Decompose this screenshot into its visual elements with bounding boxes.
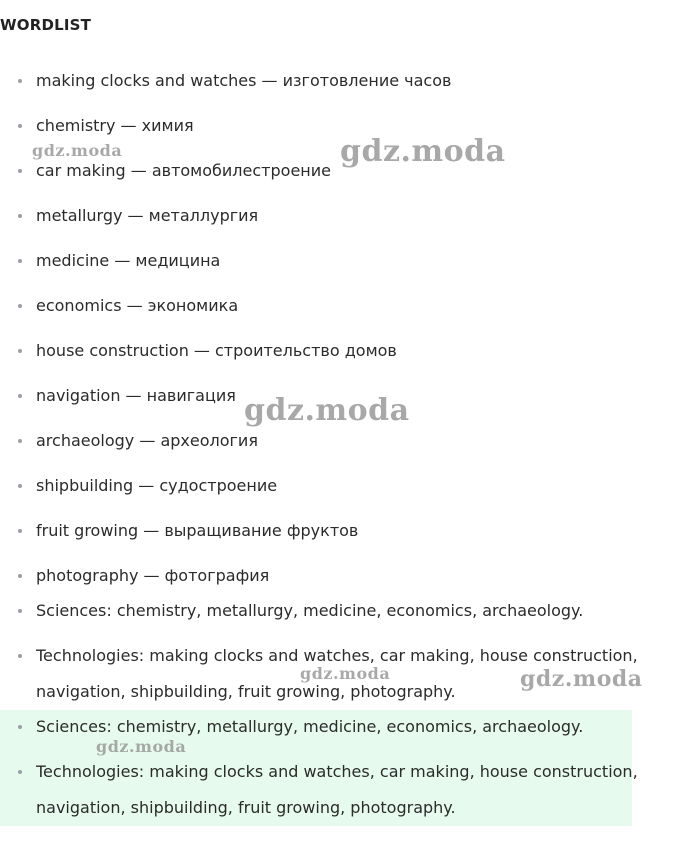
list-item: shipbuilding — судостроение [36,468,666,504]
list-item: car making — автомобилестроение [36,153,666,189]
list-item: metallurgy — металлургия [36,198,666,234]
watermark: gdz.moda [340,134,506,169]
list-item: Technologies: making clocks and watches, car making, house construction, navigation, shipbuilding, fruit growing, photography. [36,638,666,710]
list-item: fruit growing — выращивание фруктов [36,513,666,549]
list-item: Sciences: chemistry, metallurgy, medicine, economics, archaeology. [36,593,666,629]
answer-list-item: Sciences: chemistry, metallurgy, medicine, economics, archaeology. [36,709,666,745]
wordlist-heading: WORDLIST [0,16,92,34]
list-item: photography — фотография [36,558,666,594]
list-item: economics — экономика [36,288,666,324]
watermark: gdz.moda [244,393,410,428]
list-item: house construction — строительство домов [36,333,666,369]
watermark: gdz.moda [96,737,187,756]
watermark: gdz.moda [520,666,643,692]
list-item: archaeology — археология [36,423,666,459]
answer-list-item: Technologies: making clocks and watches, car making, house construction, navigation, shipbuilding, fruit growing, photography. [36,754,666,826]
list-item: chemistry — химия [36,108,666,144]
list-item: making clocks and watches — изготовление часов [36,63,666,99]
watermark: gdz.moda [32,141,123,160]
watermark: gdz.moda [300,664,391,683]
list-item: medicine — медицина [36,243,666,279]
list-item: navigation — навигация [36,378,666,414]
